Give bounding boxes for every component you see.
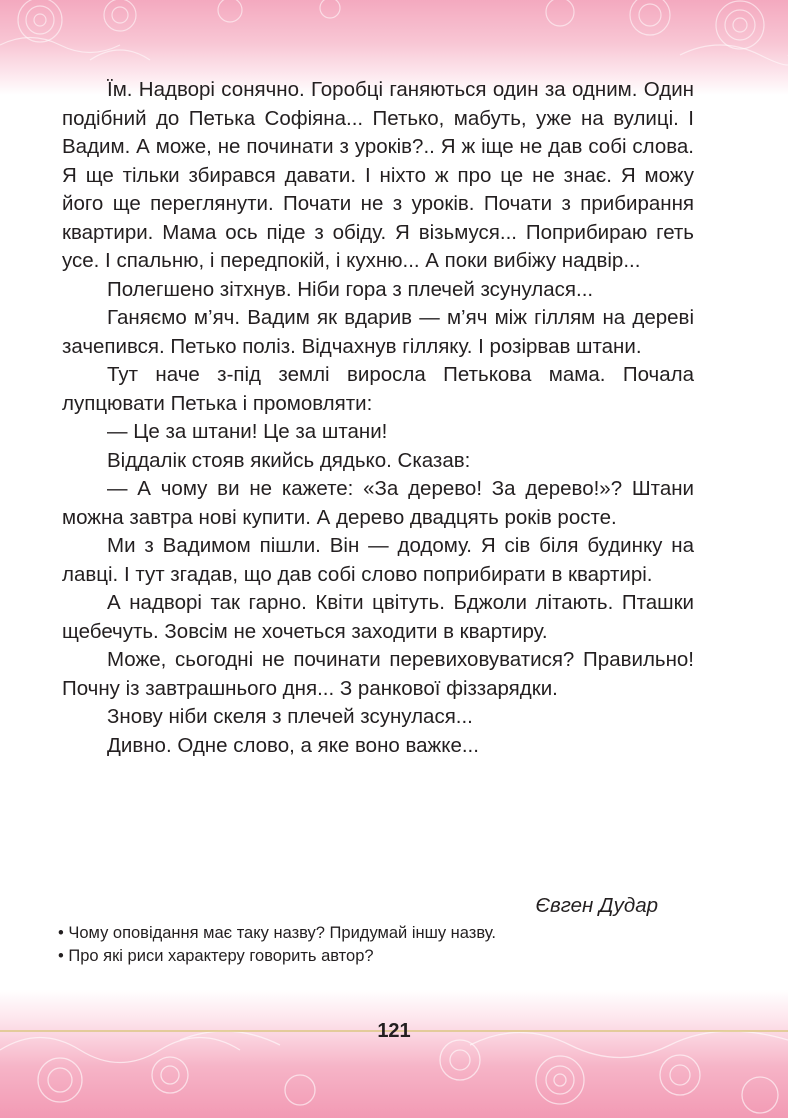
bottom-decorative-band (0, 990, 788, 1118)
story-text (62, 76, 694, 760)
paragraph: Ми з Вадимом пішли. Він — додому. Я сів біля будинку на лавці. І тут згадав, що дав собі слово поприбирати в квартирі. (62, 534, 694, 586)
paragraph: Полегшено зітхнув. Ніби гора з плечей зсунулася... (107, 277, 594, 301)
paragraph: Може, сьогодні не починати перевиховуватися? Правильно! Почну із завтрашнього дня... З ранкової фіззарядки. (62, 648, 694, 700)
paragraph: — А чому ви не кажете: «За дерево! За дерево!»? Штани можна завтра нові купити. А дерево двадцять років росте. (62, 477, 694, 529)
page-number: 121 (377, 1020, 411, 1042)
question-item: • Чому оповідання має таку назву? Придумай іншу назву. (58, 924, 496, 942)
author-signature: Євген Дудар (535, 894, 658, 917)
paragraph: Ганяємо м’яч. Вадим як вдарив — м’яч між гіллям на дереві зачепився. Петько поліз. Відчахнув гілляку. І розірвав штани. (62, 306, 694, 358)
paragraph: А надворі так гарно. Квіти цвітуть. Бджоли літають. Пташки щебечуть. Зовсім не хочеться заходити в квартиру. (62, 591, 694, 643)
question-item: • Про які риси характеру говорить автор? (58, 947, 374, 965)
paragraph: Їм. Надворі сонячно. Горобці ганяються один за одним. Один подібний до Петька Софіяна... Петько, мабуть, уже на вулиці. І Вадим. А може, не починати з уроків?.. Я ж іще не дав собі слова. Я ще тільки збирався давати. І ніхто ж про це не знає. Я можу його ще переглянути. Почати не з уроків. Почати з прибирання квартири. Мама ось піде з обіду. Я візьмуся... Поприбираю геть усе. І спальню, і передпокій, і кухню... А поки вибіжу надвір... (62, 78, 694, 272)
paragraph: Знову ніби скеля з плечей зсунулася... (107, 705, 473, 728)
paragraph: Тут наче з-під землі виросла Петькова мама. Почала лупцювати Петька і промовляти: (62, 363, 694, 415)
questions-list (58, 922, 718, 968)
paragraph: — Це за штани! Це за штани! (107, 420, 388, 443)
paragraph: Дивно. Одне слово, а яке воно важке... (107, 733, 479, 757)
paragraph: Віддалік стояв якийсь дядько. Сказав: (107, 448, 471, 472)
